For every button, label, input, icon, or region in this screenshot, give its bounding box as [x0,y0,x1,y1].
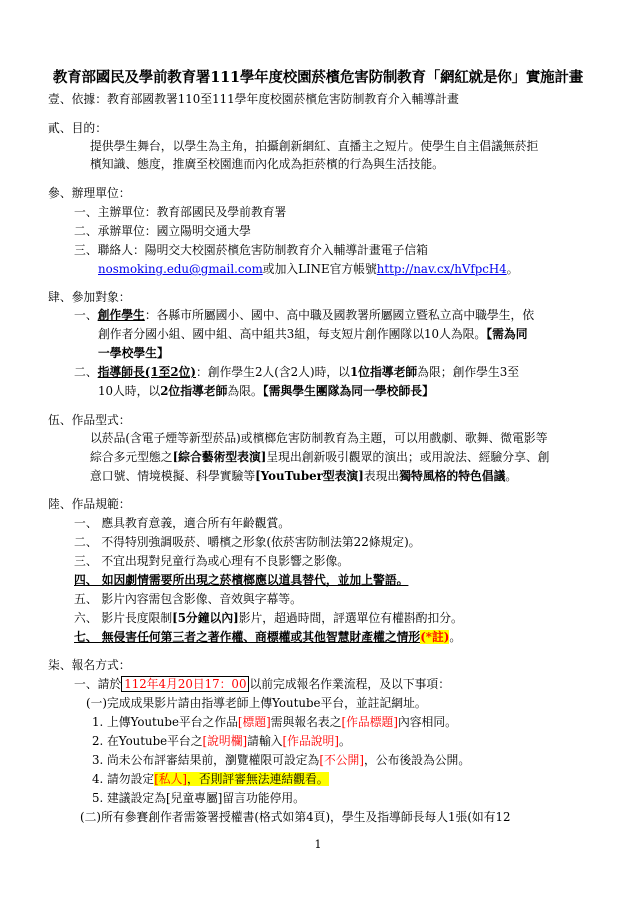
section-rules-heading: 陸、作品規範： [48,497,131,511]
rule-item: 四、 如因劇情需要所出現之菸檳榔應以道具替代，並加上警語。 [74,573,409,587]
registration-step-5: 5. 建議設定為[兒童專屬]留言功能停用。 [92,791,305,805]
participants-students-line-3: 一學校學生】 [98,346,169,360]
page-title: 教育部國民及學前教育署111學年度校園菸檳危害防制教育「網紅就是你」實施計畫 [52,69,584,86]
format-line-1: 以菸品(含電子煙等新型菸品)或檳榔危害防制教育為主題，可以用戲劇、歌舞、微電影等 [90,431,548,445]
organizer-contact: 三、聯絡人：陽明交大校園菸檳危害防制教育介入輔導計畫電子信箱 [74,243,428,257]
section-participants-heading: 肆、參加對象： [48,290,131,304]
rule-item: 五、 影片內容需包含影像、音效與字幕等。 [74,592,302,606]
section-purpose-heading: 貳、目的： [48,121,107,135]
format-line-2: 綜合多元型態之[綜合藝術型表演]呈現出創新吸引觀眾的演出；或用說法、經驗分享、創 [90,450,550,464]
email-link[interactable]: nosmoking.edu@gmail.com [98,262,263,276]
section-organizers-heading: 參、辦理單位： [48,186,131,200]
participants-teachers: 二、指導師長(1至2位)：創作學生2人(含2人)時，以1位指導老師為限；創作學生3至 [74,365,520,379]
registration-sub-2: (二)所有參賽創作者需簽署授權書(格式如第4頁)，學生及指導師長每人1張(如有12 [80,810,511,824]
rule-item-copyright: 七、 無侵害任何第三者之著作權、商標權或其他智慧財產權之情形(*註)。 [74,630,462,644]
rule-item: 一、 應具教育意義，適合所有年齡觀賞。 [74,516,291,530]
registration-sub-1: (一)完成成果影片請由指導老師上傳Youtube平台，並註記網址。 [86,696,427,710]
rule-item: 三、 不宜出現對兒童行為或心理有不良影響之影像。 [74,554,350,568]
registration-step-2: 2. 在Youtube平台之[說明欄]請輸入[作品說明]。 [92,734,351,748]
registration-deadline-line: 一、請於 112年4月20日17：00 以前完成報名作業流程，及以下事項： [74,677,451,691]
registration-step-3: 3. 尚未公布評審結果前，瀏覽權限可設定為[不公開]，公布後設為公開。 [92,753,471,767]
format-line-3: 意口號、情境模擬、科學實驗等[YouTuber型表演]表現出獨特風格的特色倡議。 [90,469,518,483]
deadline-box: 112年4月20日17：00 [121,676,249,692]
participants-students: 一、創作學生：各縣市所屬國小、國中、高中職及國教署所屬國立暨私立高中職學生，依 [74,308,535,322]
section-basis: 壹、依據：教育部國教署110至111學年度校園菸檳危害防制教育介入輔導計畫 [48,92,459,106]
participants-students-line-2: 創作者分國小組、國中組、高中組共3組，每支短片創作團隊以10人為限。【需為同 [98,327,528,341]
contact-line: nosmoking.edu@gmail.com或加入LINE官方帳號http://nav.cx/hVfpcH4。 [98,262,519,276]
registration-step-1: 1. 上傳Youtube平台之作品[標題]需與報名表之[作品標題]內容相同。 [92,715,457,729]
registration-step-4: 4. 請勿設定[私人]，否則評審無法連結觀看。 [92,772,329,786]
rule-item-length: 六、 影片長度限制[5分鐘以內]影片，超過時間，評選單位有權斟酌扣分。 [74,611,463,625]
purpose-line-1: 提供學生舞台，以學生為主角，拍攝創新網紅、直播主之短片。使學生自主倡議無菸拒 [90,139,539,153]
participants-teachers-line-2: 10人時，以2位指導老師為限。【需與學生團隊為同一學校師長】 [98,384,434,398]
section-registration-heading: 柒、報名方式： [48,658,131,672]
page-number: 1 [314,838,322,851]
section-format-heading: 伍、作品型式： [48,413,131,427]
purpose-line-2: 檳知識、態度，推廣至校園進而內化成為拒菸檳的行為與生活技能。 [90,157,444,171]
line-account-link[interactable]: http://nav.cx/hVfpcH4 [376,262,507,276]
organizer-host: 一、主辦單位：教育部國民及學前教育署 [74,205,287,219]
note-marker: (*註) [420,630,450,644]
organizer-executor: 二、承辦單位：國立陽明交通大學 [74,224,251,238]
rule-item: 二、 不得特別強調吸菸、嚼檳之形象(依菸害防制法第22條規定)。 [74,535,421,549]
